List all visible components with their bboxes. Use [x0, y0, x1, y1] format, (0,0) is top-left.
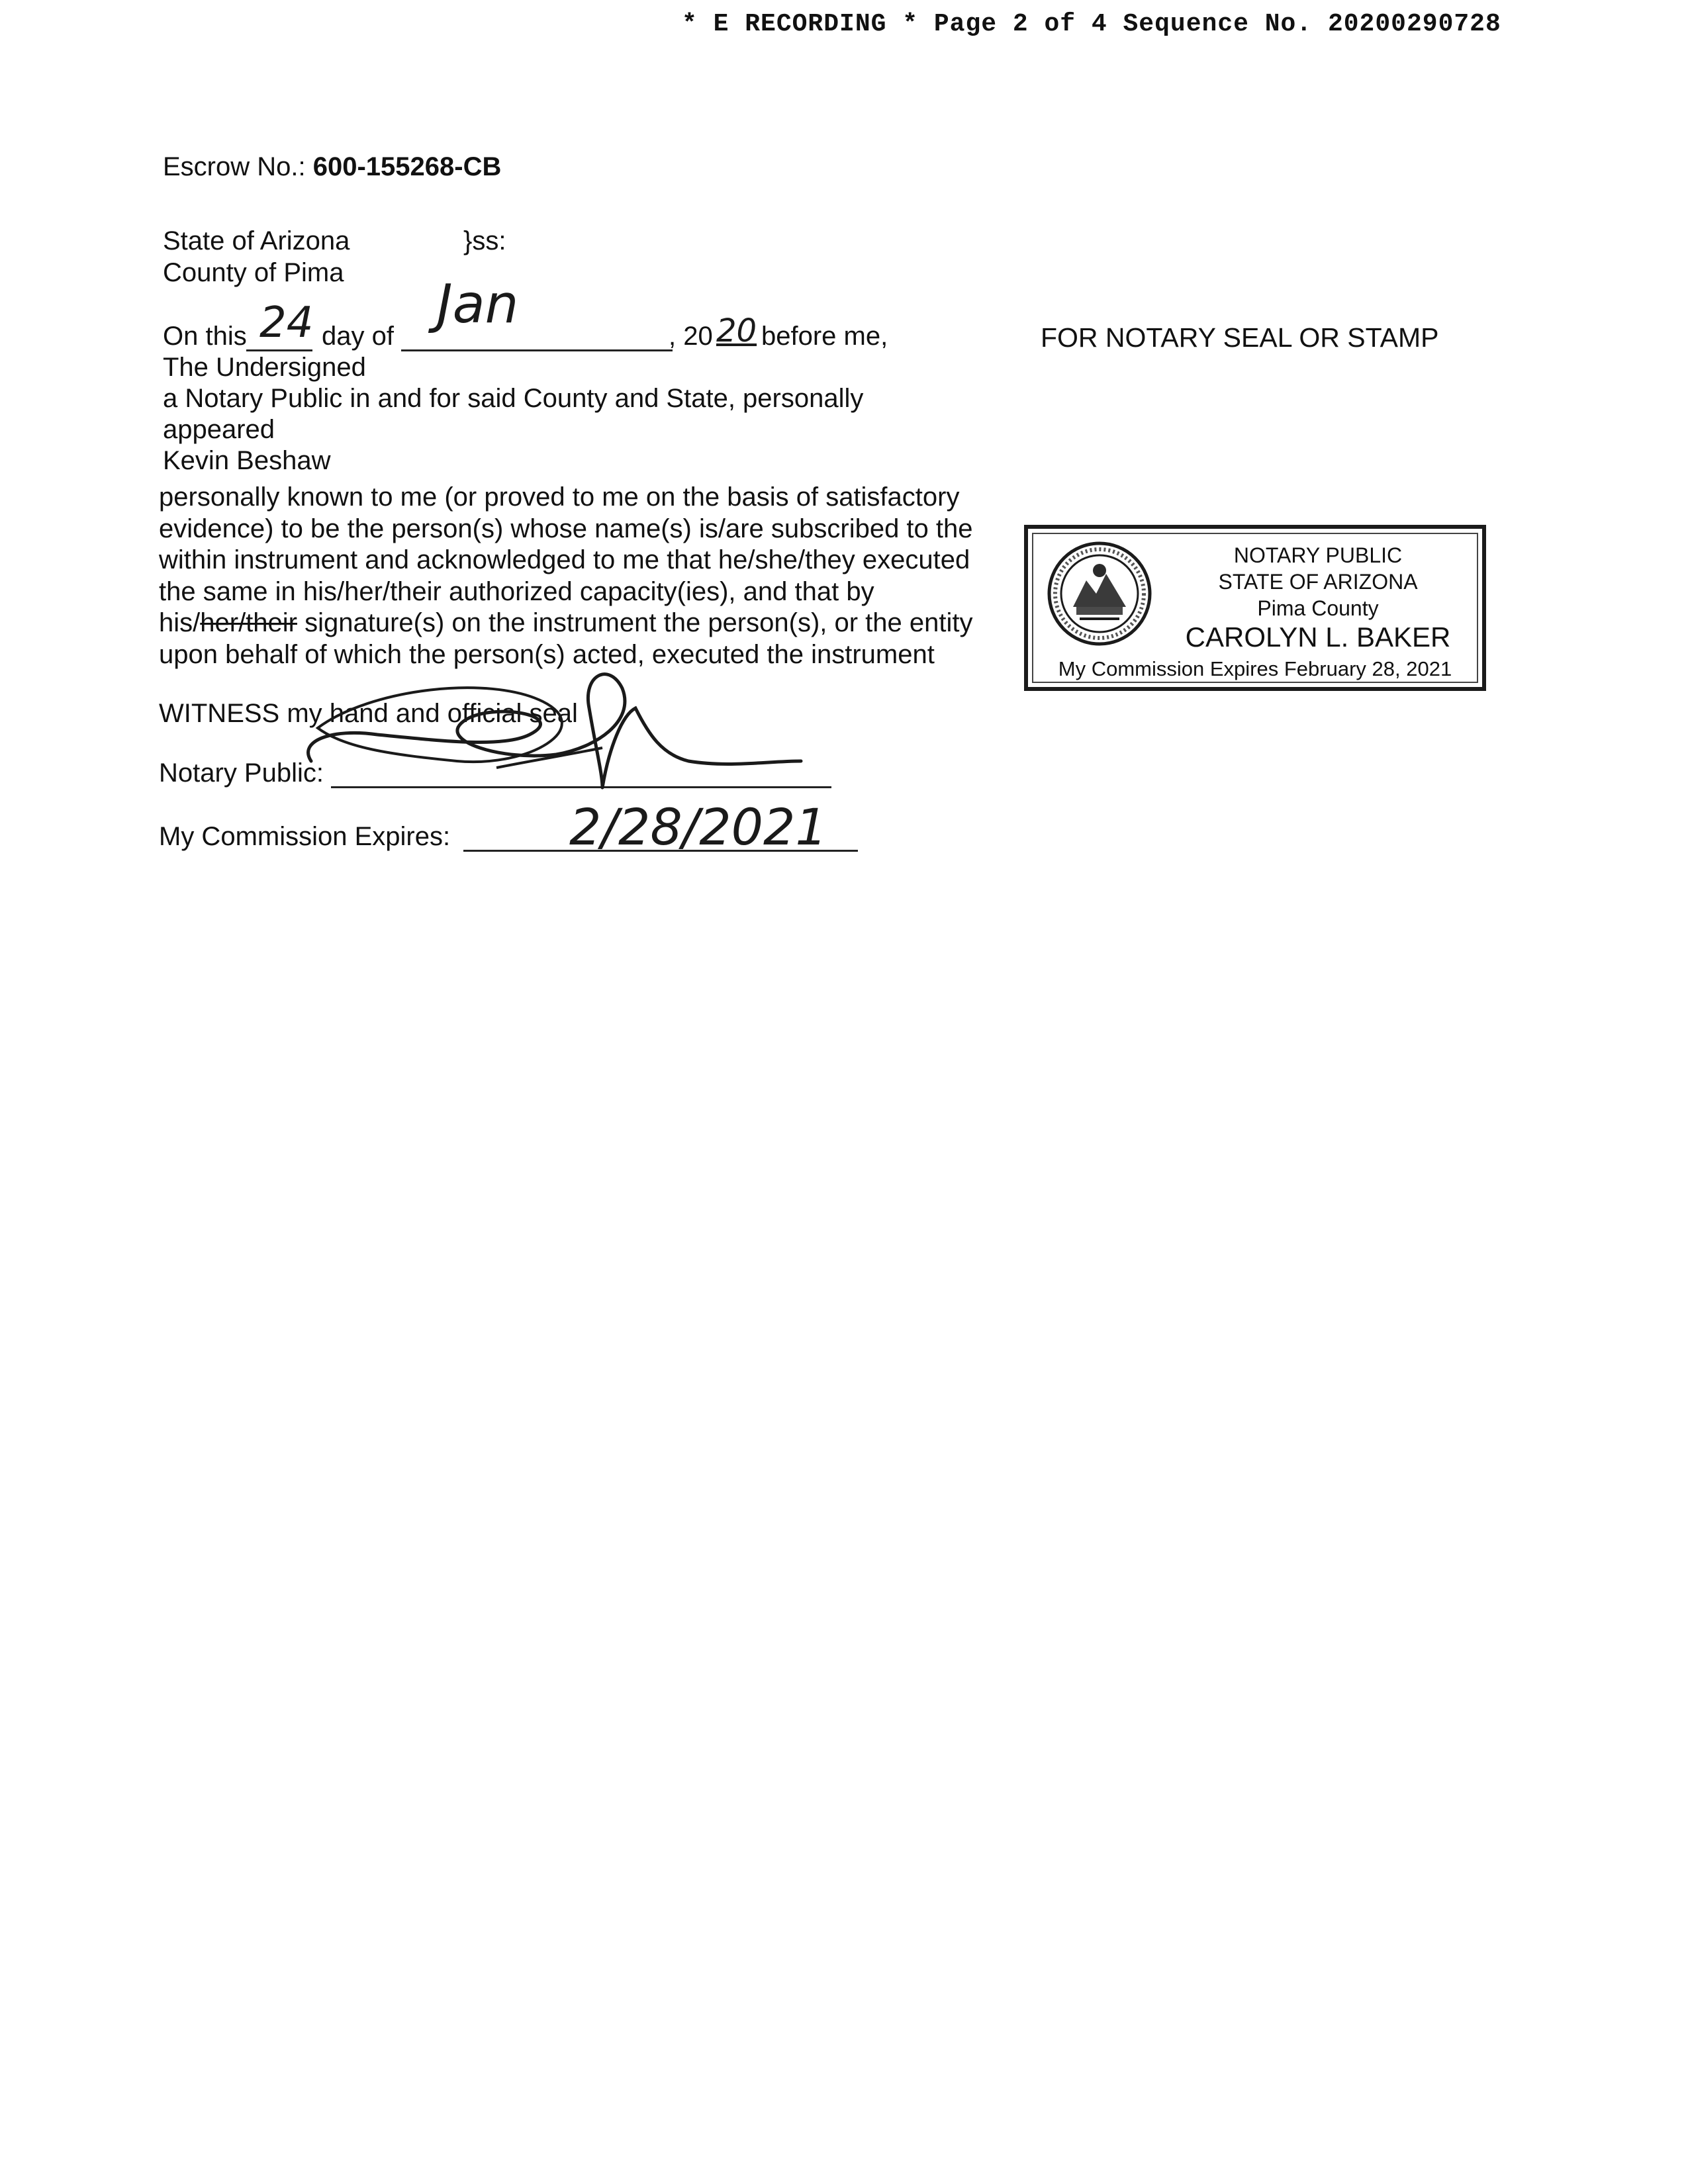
commission-label: My Commission Expires: [159, 822, 451, 851]
notary-public-label: Notary Public: [159, 758, 324, 788]
notary-stamp [1024, 525, 1486, 691]
recording-header: * E RECORDING * Page 2 of 4 Sequence No. 20200290728 [682, 10, 1501, 38]
seal-area-label: FOR NOTARY SEAL OR STAMP [1041, 322, 1439, 353]
acknowledgment-body [159, 482, 993, 670]
notary-line: a Notary Public in and for said County and State, personally [163, 384, 864, 413]
undersigned-line: The Undersigned [163, 353, 366, 382]
day-handwritten: 24 [259, 298, 314, 347]
venue-state: State of Arizona [163, 226, 350, 255]
year-prefix: , 20 [669, 322, 713, 351]
year-handwritten: 20 [716, 312, 757, 349]
commission-handwritten: 2/28/2021 [569, 797, 827, 856]
escrow-label: Escrow No.: [163, 152, 306, 181]
witness-line: WITNESS my hand and official seal [159, 699, 578, 728]
venue-ss: }ss: [463, 226, 506, 255]
stamp-title: NOTARY PUBLIC [1233, 543, 1403, 567]
body-text-1: personally known to me (or proved to me on the basis of satisfactory evidence) to be the person(s) whose name(s) is/are subscribed to the within instrument and acknowledged to me that he/she/they executed the same in his/her/their authorized capacity(ies), and that by his/ [159, 482, 973, 637]
on-this-label: On this [163, 322, 247, 351]
stamp-state: STATE OF ARIZONA [1218, 570, 1418, 594]
venue-county: County of Pima [163, 258, 344, 287]
stamp-expires: My Commission Expires February 28, 2021 [1058, 657, 1452, 680]
body-text-2: signature(s) on the instrument the person(s), or the entity upon behalf of which the person(s) acted, executed the instrument [159, 608, 973, 669]
escrow-line [163, 154, 501, 180]
appeared-line: appeared [163, 415, 275, 444]
month-handwritten: Jan [437, 273, 519, 335]
person-name: Kevin Beshaw [163, 446, 331, 475]
arizona-seal-icon [1047, 541, 1152, 647]
escrow-number: 600-155268-CB [312, 152, 502, 181]
stamp-county: Pima County [1257, 596, 1379, 620]
before-me-label: before me, [761, 322, 888, 351]
day-of-label: day of [322, 322, 394, 351]
struck-text: her/their [200, 608, 297, 637]
notary-signature [291, 662, 834, 807]
stamp-name: CAROLYN L. BAKER [1185, 621, 1451, 653]
